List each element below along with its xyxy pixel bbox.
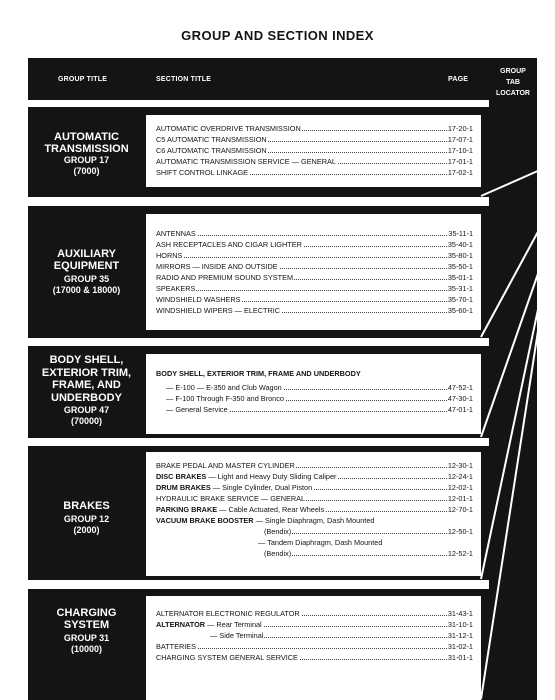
group-number: GROUP 12 (2000) — [63, 514, 110, 535]
list-item: C5 AUTOMATIC TRANSMISSION 17-07-1 — [156, 135, 473, 144]
list-item: BRAKE PEDAL AND MASTER CYLINDER 12-30-1 — [156, 461, 473, 470]
group-automatic-transmission — [28, 107, 489, 197]
list-item: ALTERNATOR ELECTRONIC REGULATOR 31-43-1 — [156, 609, 473, 618]
group-brakes — [28, 446, 489, 580]
group-title: AUXILIARY EQUIPMENT — [53, 248, 120, 272]
list-item: PARKING BRAKE — Cable Actuated, Rear Wheels 12-70-1 — [156, 505, 473, 514]
list-item: WINDSHIELD WIPERS — ELECTRIC 35-60-1 — [156, 306, 473, 315]
list-item: — Tandem Diaphragm, Dash Mounted — [258, 538, 383, 547]
section-list — [146, 354, 481, 434]
list-item: — F-100 Through F-350 and Bronco 47-30-1 — [166, 394, 473, 403]
list-item: DRUM BRAKES — Single Cylinder, Dual Piston 12-02-1 — [156, 483, 473, 492]
header-section-title: SECTION TITLE — [156, 76, 212, 83]
header-group-title: GROUP TITLE — [58, 76, 108, 83]
list-item: RADIO AND PREMIUM SOUND SYSTEM 35-01-1 — [156, 273, 473, 282]
list-item: CHARGING SYSTEM GENERAL SERVICE 31-01-1 — [156, 653, 473, 662]
section-list — [146, 214, 481, 330]
list-item: SHIFT CONTROL LINKAGE 17-02-1 — [156, 168, 473, 177]
list-item: C6 AUTOMATIC TRANSMISSION 17-10-1 — [156, 146, 473, 155]
list-item: WINDSHIELD WASHERS 35-70-1 — [156, 295, 473, 304]
list-item: — Side Terminal 31-12-1 — [210, 631, 473, 640]
section-list — [146, 596, 481, 700]
list-item: BATTERIES 31-02-1 — [156, 642, 473, 651]
list-item: HYDRAULIC BRAKE SERVICE — GENERAL 12-01-1 — [156, 494, 473, 503]
list-item: — General Service 47-01-1 — [166, 405, 473, 414]
list-item: HORNS 35-80-1 — [156, 251, 473, 260]
list-item: AUTOMATIC OVERDRIVE TRANSMISSION 17-20-1 — [156, 124, 473, 133]
list-item: DISC BRAKES — Light and Heavy Duty Sliding Caliper 12-24-1 — [156, 472, 473, 481]
page-title: GROUP AND SECTION INDEX — [181, 28, 374, 43]
section-heading: BODY SHELL, EXTERIOR TRIM, FRAME AND UNDERBODY — [156, 369, 361, 378]
list-item: MIRRORS — INSIDE AND OUTSIDE 35-50-1 — [156, 262, 473, 271]
list-item: — E-100 — E-350 and Club Wagon 47-52-1 — [166, 383, 473, 392]
header-page: PAGE — [448, 76, 469, 83]
group-number: GROUP 47 (70000) — [63, 405, 110, 426]
group-title: BRAKES — [63, 500, 110, 512]
group-title: AUTOMATIC TRANSMISSION — [44, 131, 129, 155]
group-tab-locator — [489, 58, 537, 700]
group-charging-system — [28, 589, 489, 700]
group-title: CHARGING SYSTEM — [56, 607, 117, 631]
list-item: ASH RECEPTACLES AND CIGAR LIGHTER 35-40-1 — [156, 240, 473, 249]
group-title: BODY SHELL, EXTERIOR TRIM, FRAME, AND UNDERBODY — [41, 354, 132, 404]
list-item: VACUUM BRAKE BOOSTER — Single Diaphragm, Dash Mounted — [156, 516, 375, 525]
list-item: AUTOMATIC TRANSMISSION SERVICE — GENERAL 17-01-1 — [156, 157, 473, 166]
list-item: (Bendix) 12-50-1 — [264, 527, 473, 536]
list-item: SPEAKERS 35-31-1 — [156, 284, 473, 293]
section-list — [146, 452, 481, 576]
group-number: GROUP 31 (10000) — [63, 633, 110, 654]
header-bar — [28, 58, 489, 100]
group-body-shell — [28, 346, 489, 438]
group-number: GROUP 17 (7000) — [63, 155, 110, 176]
list-item: (Bendix) 12-52-1 — [264, 549, 473, 558]
group-auxiliary-equipment — [28, 206, 489, 338]
list-item: ANTENNAS 35-11-1 — [156, 229, 473, 238]
list-item: ALTERNATOR — Rear Terminal 31-10-1 — [156, 620, 473, 629]
section-list — [146, 115, 481, 187]
locator-label: GROUP TAB LOCATOR — [496, 68, 530, 97]
group-number: GROUP 35 (17000 & 18000) — [52, 274, 121, 295]
